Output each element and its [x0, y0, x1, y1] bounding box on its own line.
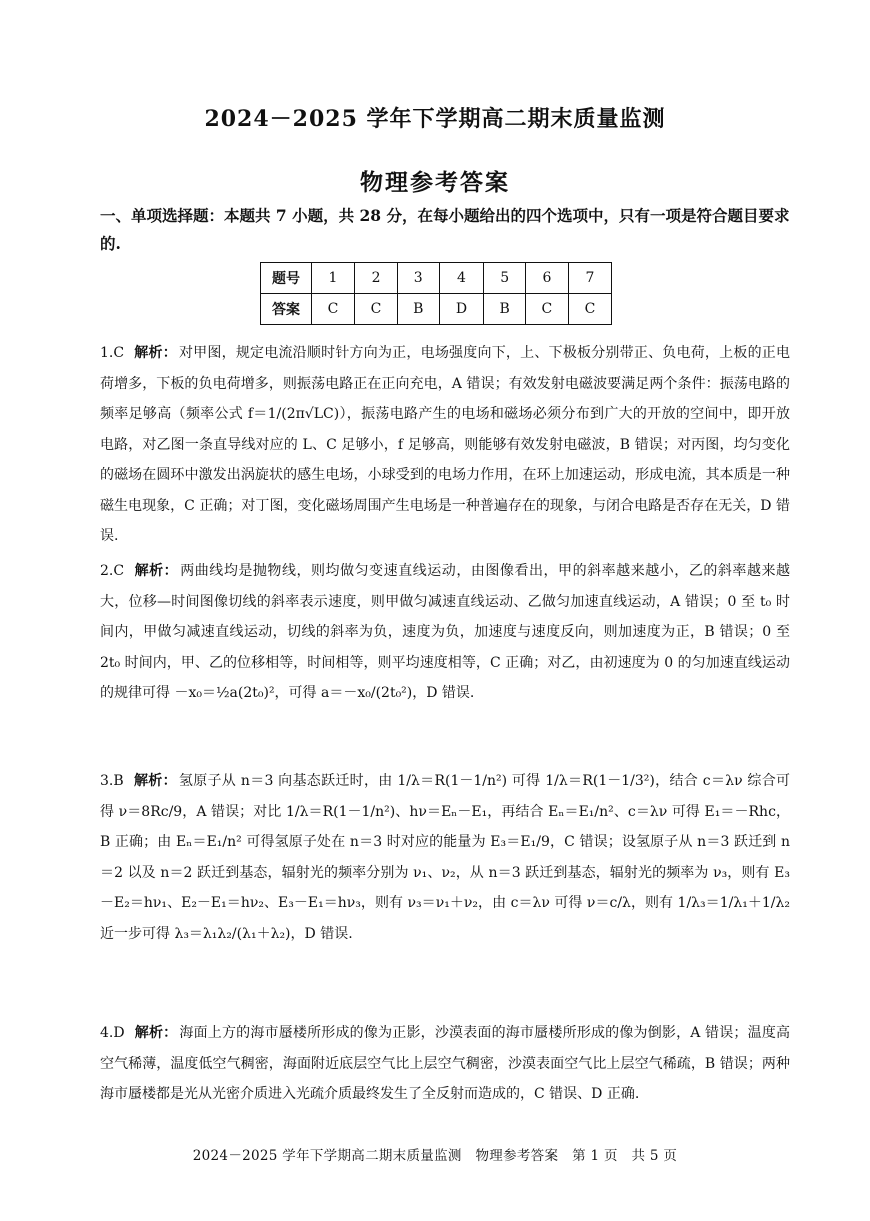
- solution-text: 海面上方的海市蜃楼所形成的像为正影，沙漠表面的海市蜃楼所形成的像为倒影，A 错误；温度高空气稀薄，温度低空气稠密，海面附近底层空气比上层空气稠密，沙漠表面空气比上层空气稀疏，B 错误；两种海市蜃楼都是光从光密介质进入光疏介质最终发生了全反射而造成的，C 错误、D 正确.: [100, 1025, 791, 1102]
- solution-number: 1.C: [100, 345, 125, 361]
- answer-cell: C: [525, 294, 568, 325]
- solution-number: 4.D: [100, 1025, 125, 1041]
- section-heading: 一、单项选择题：本题共 7 小题，共 28 分，在每小题给出的四个选项中，只有一项是符合题目要求的.: [100, 206, 790, 253]
- solution-4: [100, 1018, 790, 1110]
- answer-cell: C: [355, 294, 398, 325]
- page-subtitle: 物理参考答案: [360, 169, 510, 196]
- solution-tag: 解析：: [134, 1025, 178, 1041]
- question-number-cell: 5: [484, 263, 525, 294]
- answer-cell: B: [484, 294, 525, 325]
- answer-cell: D: [439, 294, 484, 325]
- solution-text: 对甲图，规定电流沿顺时针方向为正，电场强度向下，上、下极板分别带正、负电荷，上板的正电荷增多，下板的负电荷增多，则振荡电路正在正向充电，A 错误；有效发射电磁波要满足两个条件：振荡电路的频率足够高（频率公式 f＝1/(2π√LC)），振荡电路产生的电场和磁场必须分布到广大的开放的空间中，即开放电路，对乙图一条直导线对应的 L、C 足够小，f 足够高，则能够有效发射电磁波，B 错误；对丙图，均匀变化的磁场在圆环中激发出涡旋状的感生电场，小球受到的电场力作用，在环上加速运动，形成电流，其本质是一种磁生电现象，C 正确；对丁图，变化磁场周围产生电场是一种普遍存在的现象，与闭合电路是否存在无关，D 错误.: [100, 345, 791, 544]
- answer-table: [260, 262, 612, 325]
- solution-number: 3.B: [100, 773, 124, 789]
- question-number-cell: 6: [525, 263, 568, 294]
- solution-text: 氢原子从 n＝3 向基态跃迁时，由 1/λ＝R(1－1/n²) 可得 1/λ＝R(1－1/3²)，结合 c＝λν 综合可得 ν＝8Rc/9，A 错误；对比 1/λ＝R(1－1/n²)、hν＝Eₙ－E₁，再结合 Eₙ＝E₁/n²、c＝λν 可得 E₁＝－Rhc，B 正确；由 Eₙ＝E₁/n² 可得氢原子处在 n＝3 时对应的能量为 E₃＝E₁/9，C 错误；设氢原子从 n＝3 跃迁到 n＝2 以及 n＝2 跃迁到基态，辐射光的频率分别为 ν₁、ν₂，从 n＝3 跃迁到基态，辐射光的频率为 ν₃，则有 E₃－E₂＝hν₁、E₂－E₁＝hν₂、E₃－E₁＝hν₃，则有 ν₃＝ν₁＋ν₂，由 c＝λν 可得 ν＝c/λ，则有 1/λ₃＝1/λ₁＋1/λ₂ 近一步可得 λ₃＝λ₁λ₂/(λ₁＋λ₂)，D 错误.: [100, 773, 791, 942]
- answer-cell: C: [312, 294, 355, 325]
- solution-number: 2.C: [100, 563, 125, 579]
- solution-tag: 解析：: [134, 563, 179, 579]
- page-footer: 2024－2025 学年下学期高二期末质量监测 物理参考答案 第 1 页 共 5 页: [192, 1148, 678, 1164]
- question-number-cell: 4: [439, 263, 484, 294]
- question-number-cell: 2: [355, 263, 398, 294]
- solution-1: [100, 338, 790, 552]
- answer-table-row-numbers: [261, 263, 612, 294]
- question-number-cell: 7: [568, 263, 611, 294]
- table-header-cell: 题号: [261, 263, 312, 294]
- solution-3: [100, 766, 790, 949]
- solution-tag: 解析：: [134, 345, 177, 361]
- solution-2: [100, 556, 790, 709]
- answer-cell: C: [568, 294, 611, 325]
- question-number-cell: 1: [312, 263, 355, 294]
- answer-cell: B: [398, 294, 439, 325]
- table-header-cell: 答案: [261, 294, 312, 325]
- solution-tag: 解析：: [133, 773, 177, 789]
- page-title: 2024－2025 学年下学期高二期末质量监测: [204, 106, 666, 132]
- solution-text: 两曲线均是抛物线，则均做匀变速直线运动，由图像看出，甲的斜率越来越小，乙的斜率越来越大，位移—时间图像切线的斜率表示速度，则甲做匀减速直线运动、乙做匀加速直线运动，A 错误；0 至 t₀ 时间内，甲做匀减速直线运动，切线的斜率为负，速度为负，加速度与速度反向，则加速度为正，B 错误；0 至 2t₀ 时间内，甲、乙的位移相等，时间相等，则平均速度相等，C 正确；对乙，由初速度为 0 的匀加速直线运动的规律可得 －x₀＝½a(2t₀)²，可得 a＝－x₀/(2t₀²)，D 错误.: [100, 563, 791, 701]
- answer-table-row-answers: [261, 294, 612, 325]
- question-number-cell: 3: [398, 263, 439, 294]
